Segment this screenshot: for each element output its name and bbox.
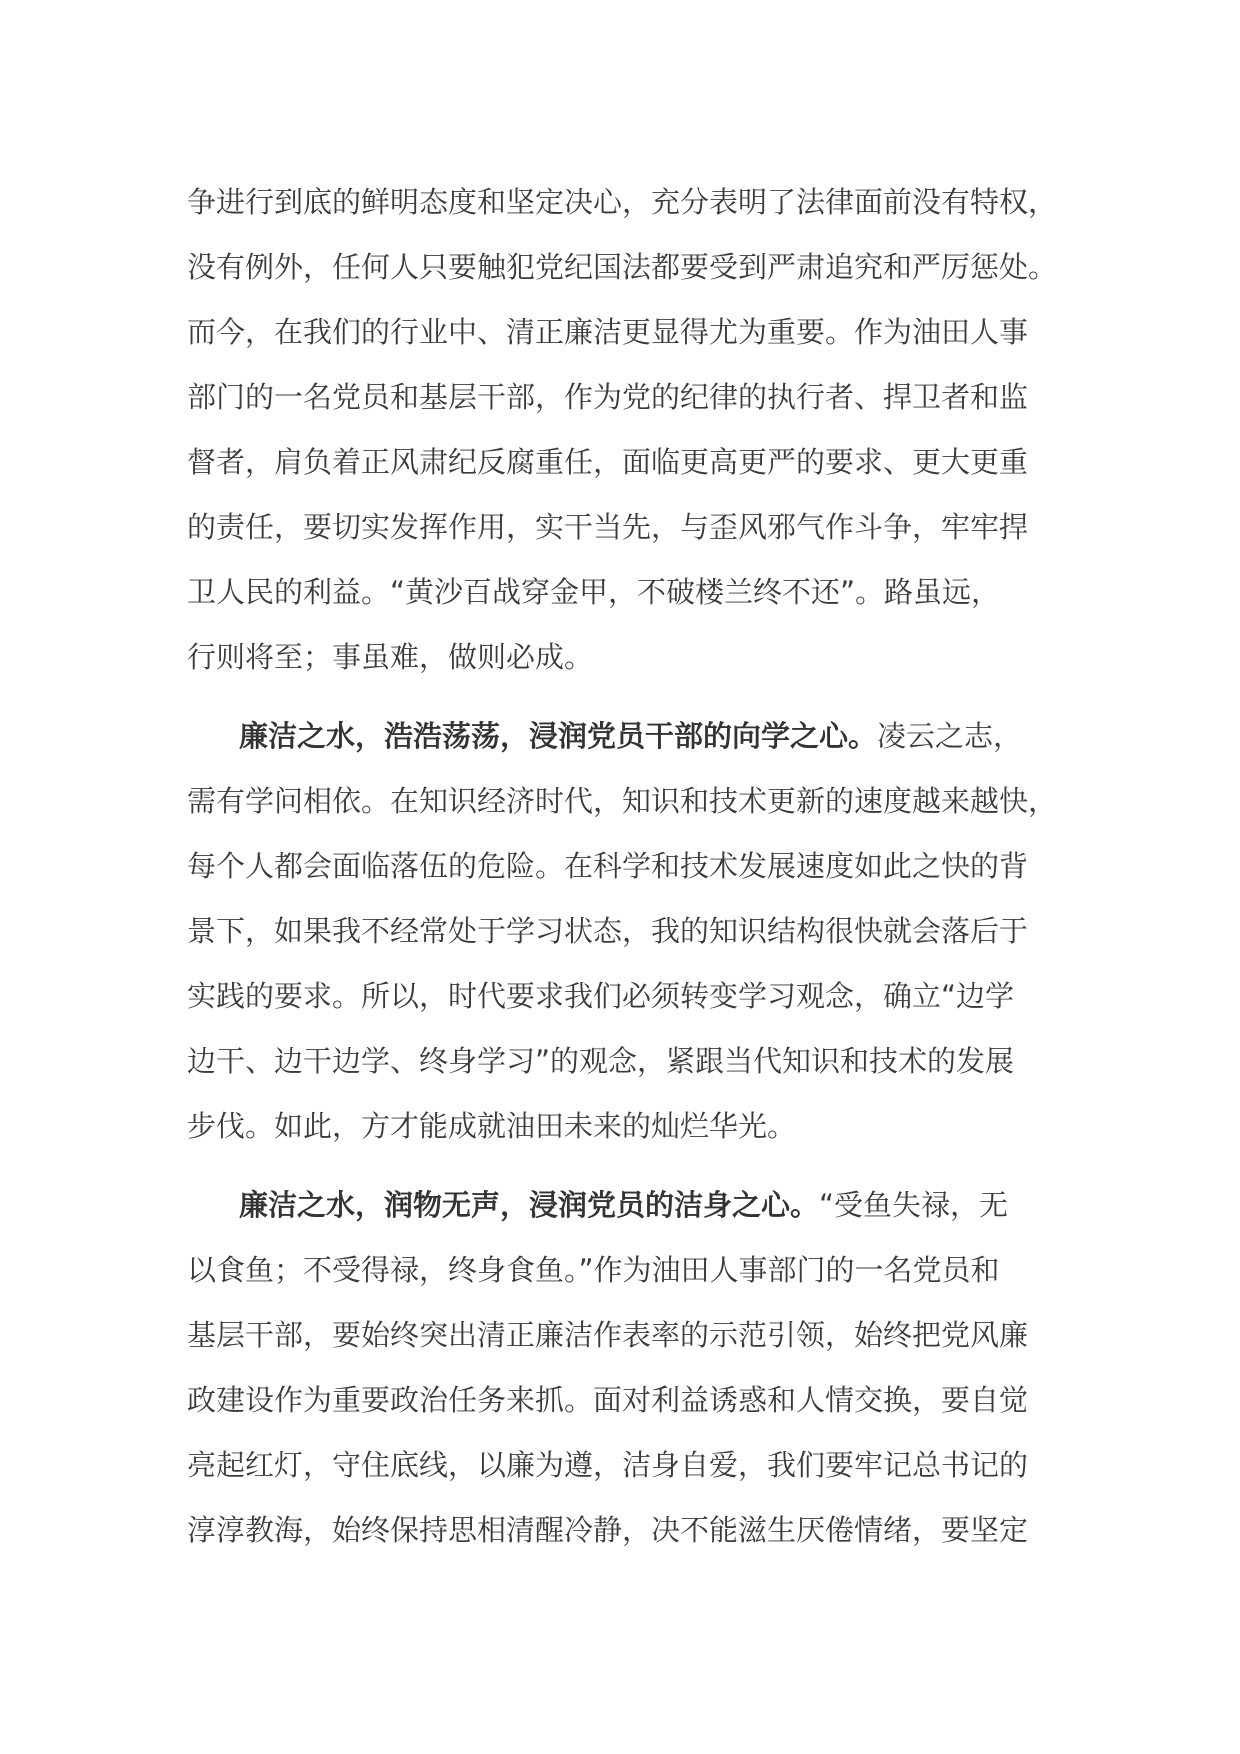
- text-line: 景下，如果我不经常处于学习状态，我的知识结构很快就会落后于: [187, 914, 1029, 948]
- text-line: 每个人都会面临落伍的危险。在科学和技术发展速度如此之快的背: [187, 849, 1029, 883]
- text-line: 边干、边干边学、终身学习”的观念，紧跟当代知识和技术的发展: [187, 1044, 1015, 1078]
- text-line: 廉洁之水，润物无声，浸润党员的洁身之心。“受鱼失禄，无: [239, 1188, 1009, 1222]
- text-line: 基层干部，要始终突出清正廉洁作表率的示范引领，始终把党风廉: [187, 1318, 1029, 1352]
- paragraph: [187, 704, 1067, 1159]
- paragraph-heading: 廉洁之水，润物无声，浸润党员的洁身之心。: [239, 1188, 820, 1222]
- text-line: 行则将至；事虽难，做则必成。: [187, 640, 594, 674]
- text-line: 部门的一名党员和基层干部，作为党的纪律的执行者、捍卫者和监: [187, 380, 1029, 414]
- text-line: 需有学问相依。在知识经济时代，知识和技术更新的速度越来越快，: [187, 784, 1058, 818]
- paragraph: [187, 170, 1067, 690]
- paragraph: [187, 1173, 1067, 1563]
- text-line: 而今，在我们的行业中、清正廉洁更显得尤为重要。作为油田人事: [187, 315, 1029, 349]
- text-line: 政建设作为重要政治任务来抓。面对利益诱惑和人情交换，要自觉: [187, 1383, 1029, 1417]
- text-line: 督者，肩负着正风肃纪反腐重任，面临更高更严的要求、更大更重: [187, 445, 1029, 479]
- text-line: 廉洁之水，浩浩荡荡，浸润党员干部的向学之心。凌云之志，: [239, 719, 1023, 753]
- paragraph-spacing: [187, 1159, 1067, 1173]
- text-line: 亮起红灯，守住底线，以廉为遵，洁身自爱，我们要牢记总书记的: [187, 1448, 1029, 1482]
- text-line: 没有例外，任何人只要触犯党纪国法都要受到严肃追究和严厉惩处。: [187, 250, 1058, 284]
- paragraph-heading: 廉洁之水，浩浩荡荡，浸润党员干部的向学之心。: [239, 719, 878, 753]
- text-line: 的责任，要切实发挥作用，实干当先，与歪风邪气作斗争，牢牢捍: [187, 510, 1029, 544]
- text-line: 争进行到底的鲜明态度和坚定决心，充分表明了法律面前没有特权，: [187, 185, 1058, 219]
- paragraph-spacing: [187, 690, 1067, 704]
- text-line: 卫人民的利益。“黄沙百战穿金甲，不破楼兰终不还”。路虽远，: [187, 575, 1001, 609]
- text-line: 淳淳教海，始终保持思相清醒冷静，决不能滋生厌倦情绪，要坚定: [187, 1513, 1029, 1547]
- text-line: 以食鱼；不受得禄，终身食鱼。”作为油田人事部门的一名党员和: [187, 1253, 1000, 1287]
- text-line: 实践的要求。所以，时代要求我们必须转变学习观念，确立“边学: [187, 979, 1015, 1013]
- document-body: [187, 170, 1067, 1563]
- text-line: 步伐。如此，方才能成就油田未来的灿烂华光。: [187, 1109, 797, 1143]
